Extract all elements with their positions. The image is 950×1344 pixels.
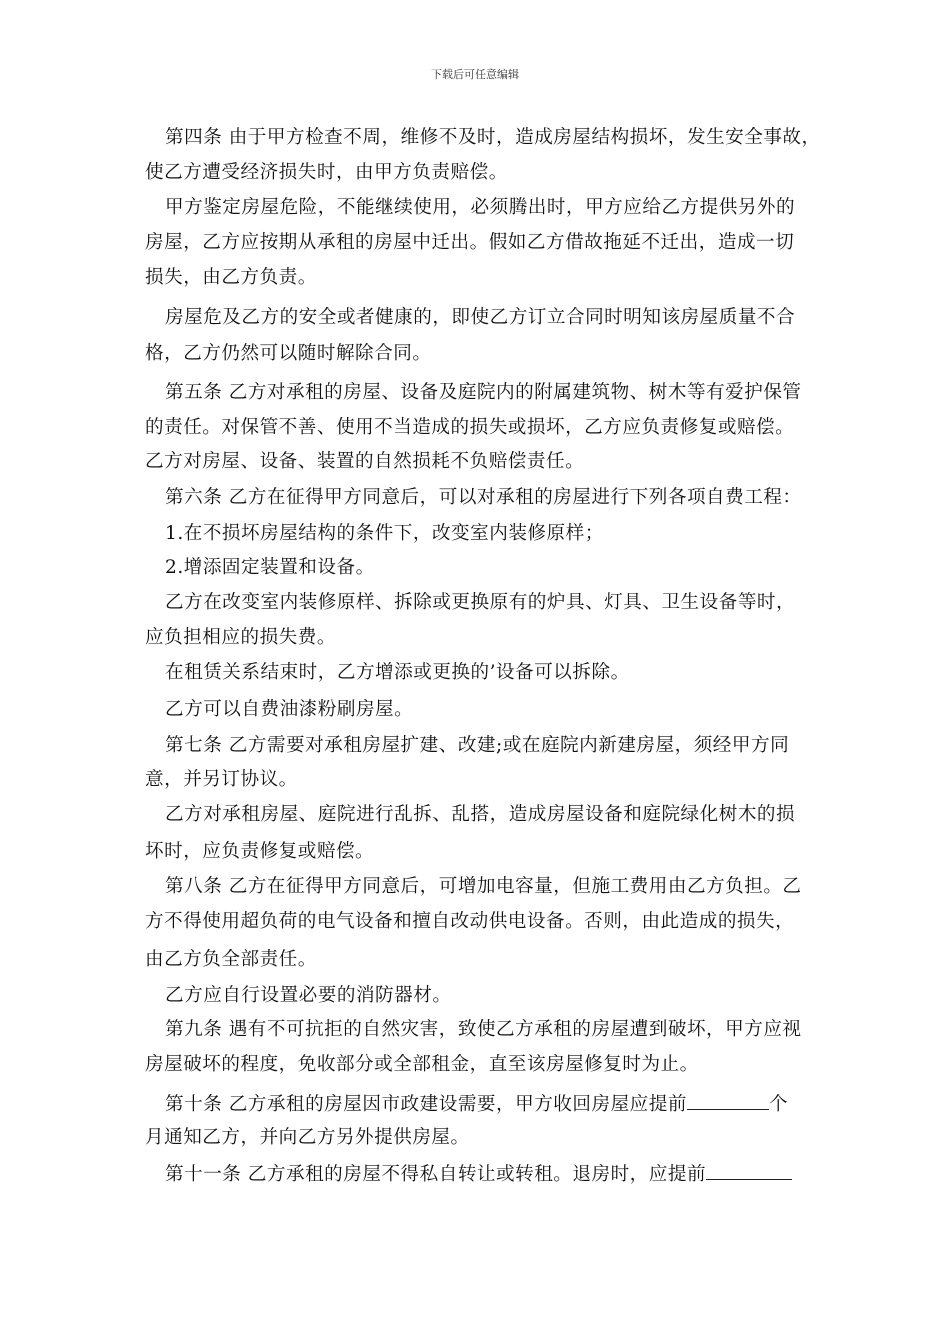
document-line [165,197,795,219]
document-line [165,592,795,614]
line-text: 的责任。对保管不善、使用不当造成的损失或损坏，乙方应负责修复或赔偿。 [145,417,795,438]
document-line [165,1019,802,1041]
fill-in-blank[interactable] [687,1093,769,1110]
document-line [145,911,794,933]
document-line [165,876,802,898]
line-text: 意，并另订协议。 [145,769,298,790]
document-line [165,735,789,757]
line-text: 2.增添固定装置和设备。 [165,557,375,578]
document-line [145,232,794,254]
document-line [145,627,336,649]
line-text: 乙方对房屋、设备、装置的自然损耗不负赔偿责任。 [145,451,585,472]
document-line [145,1127,470,1149]
line-text: 1.在不损坏房屋结构的条件下，改变室内装修原样； [165,523,604,544]
line-text: 房屋危及乙方的安全或者健康的，即使乙方订立合同时明知该房屋质量不合 [165,307,796,328]
line-text: 第十一条 乙方承租的房屋不得私自转让或转租。退房时，应提前 [165,1164,707,1185]
document-line [165,1163,792,1186]
line-text: 应负担相应的损失费。 [145,627,336,648]
line-text: 乙方可以自费油漆粉刷房屋。 [165,699,414,720]
document-line [165,985,451,1007]
document-line [145,162,508,184]
line-text: 格，乙方仍然可以随时解除合同。 [145,343,432,364]
line-text: 第八条 乙方在征得甲方同意后，可增加电容量，但施工费用由乙方负担。乙 [165,876,802,897]
line-text-after-blank: 个 [768,1094,789,1115]
document-line [145,267,317,289]
line-text: 坏时，应负责修复或赔偿。 [145,841,375,862]
line-text: 由乙方负全部责任。 [145,949,317,970]
document-line [145,949,317,971]
document-line [165,557,375,579]
line-text: 第六条 乙方在征得甲方同意后，可以对承租的房屋进行下列各项自费工程： [165,487,802,508]
document-line [165,127,821,149]
document-line [145,841,374,863]
document-line [165,804,795,826]
line-text: 乙方应自行设置必要的消防器材。 [165,985,452,1006]
line-text: 在租赁关系结束时，乙方增添或更换的’设备可以拆除。 [165,662,630,683]
line-text: 月通知乙方，并向乙方另外提供房屋。 [145,1127,470,1148]
line-text: 方不得使用超负荷的电气设备和擅自改动供电设备。否则，由此造成的损失， [145,911,795,932]
line-text: 第四条 由于甲方检查不周，维修不及时，造成房屋结构损坏，发生安全事故， [165,127,821,148]
fill-in-blank[interactable] [706,1163,792,1180]
document-line [165,307,795,329]
line-text: 第九条 遇有不可抗拒的自然灾害，致使乙方承租的房屋遭到破坏，甲方应视 [165,1019,802,1040]
line-text: 房屋，乙方应按期从承租的房屋中迁出。假如乙方借故拖延不迁出，造成一切 [145,232,795,253]
line-text: 乙方对承租房屋、庭院进行乱拆、乱搭，造成房屋设备和庭院绿化树木的损 [165,804,796,825]
document-line [145,1054,699,1076]
document-line [165,382,802,404]
line-text: 第五条 乙方对承租的房屋、设备及庭院内的附属建筑物、树木等有爱护保管 [165,382,802,403]
document-line [165,1093,788,1116]
document-line [165,699,413,721]
document-line [165,487,802,509]
line-text: 甲方鉴定房屋危险，不能继续使用，必须腾出时，甲方应给乙方提供另外的 [165,197,796,218]
document-line [145,769,298,791]
line-text: 房屋破坏的程度，免收部分或全部租金，直至该房屋修复时为止。 [145,1054,699,1075]
document-line [165,662,630,684]
document-line [165,523,604,545]
line-text: 第十条 乙方承租的房屋因市政建设需要，甲方收回房屋应提前 [165,1094,687,1115]
page-header-note: 下载后可任意编辑 [431,68,519,81]
document-line [145,343,431,365]
line-text: 使乙方遭受经济损失时，由甲方负责赔偿。 [145,162,508,183]
line-text: 乙方在改变室内装修原样、拆除或更换原有的炉具、灯具、卫生设备等时， [165,592,796,613]
line-text: 第七条 乙方需要对承租房屋扩建、改建;或在庭院内新建房屋，须经甲方同 [165,735,790,756]
line-text: 损失，由乙方负责。 [145,267,317,288]
document-line [145,451,584,473]
document-line [145,417,794,439]
